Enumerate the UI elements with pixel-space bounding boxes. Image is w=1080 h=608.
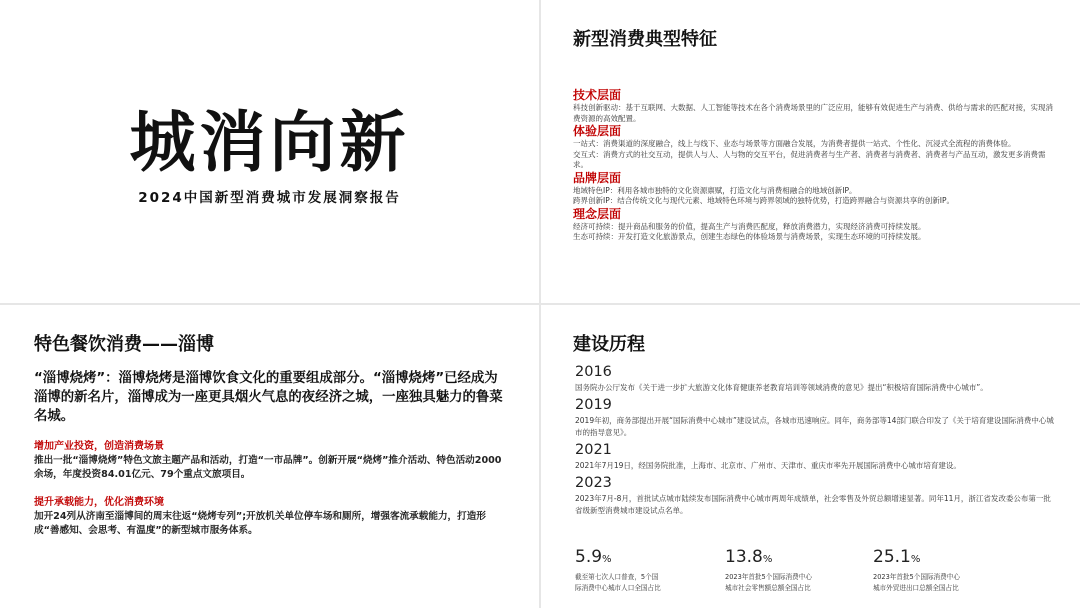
feature-block-concept [573,207,1059,243]
feature-text: 经济可持续：提升商品和服务的价值，提高生产与消费匹配度，释放消费潜力，实现经济消费可持续发展。 [573,221,926,231]
zibo-heading: 特色餐饮消费——淄博 [34,334,214,355]
section-title: 提升承载能力，优化消费环境 [34,497,164,508]
feature-category: 体验层面 [573,124,622,138]
feature-text: 地域特色IP：利用各城市独特的文化资源禀赋，打造文化与消费相融合的地域创新IP。 [573,185,857,195]
feature-category: 品牌层面 [573,170,622,185]
timeline-text: 2019年初，商务部提出开展“国际消费中心城市”建设试点，各城市迅速响应。同年，商务部等14部门联合印发了《关于培育建设国际消费中心城市的指导意见》。 [575,416,1054,437]
timeline-item [575,441,1055,472]
feature-block-brand [573,171,1059,207]
features-list [573,88,1059,243]
timeline-item [575,474,1055,517]
timeline-year: 2023 [575,475,612,491]
stat-value: 25.1% [873,547,921,567]
section-body: 加开24列从济南至淄博间的周末往返“烧烤专列”;开放机关单位停车场和厕所，增强客流承载能力，打造形成“善感知、会思考、有温度”的新型城市服务体系。 [34,511,486,536]
timeline-item [575,396,1055,439]
timeline-text: 2021年7月19日，经国务院批准，上海市、北京市、广州市、天津市、重庆市率先开展国际消费中心城市培育建设。 [575,461,961,470]
feature-category: 理念层面 [573,206,622,221]
feature-block-experience [573,124,1059,171]
feature-text: 一站式：消费渠道的深度融合，线上与线下、业态与场景等方面融合发展，为消费者提供一站式、个性化、沉浸式全流程的消费体验。 [573,139,1016,148]
section-title: 增加产业投资，创造消费场景 [34,441,164,452]
feature-text: 跨界创新IP：结合传统文化与现代元素、地域特色环境与跨界领域的独特优势，打造跨界融合与资源共享的创新IP。 [573,196,954,205]
zibo-section-investment [34,440,504,481]
timeline-year: 2016 [575,364,612,380]
feature-text: 交互式：消费方式的社交互动，提供人与人、人与物的交互平台，促进消费者与生产者、消费者与消费者、消费者与产品互动，激发更多消费需求。 [573,149,1046,169]
timeline-text: 国务院办公厅发布《关于进一步扩大旅游文化体育健康养老教育培训等领域消费的意见》提出“积极培育国际消费中心城市”。 [575,383,988,392]
cover-slide [0,0,539,303]
history-heading: 建设历程 [573,334,645,355]
timeline [575,361,1055,517]
history-slide [541,305,1080,608]
stat-trade [873,547,1013,593]
stat-population [575,547,715,593]
feature-category: 技术层面 [573,88,622,102]
feature-text: 生态可持续：开发打造文化旅游景点，创建生态绿色的体验场景与消费场景，实现生态环境的可持续发展。 [573,232,926,241]
zibo-intro: “淄博烧烤”：淄博烧烤是淄博饮食文化的重要组成部分。“淄博烧烤”已经成为淄博的新名片，淄博成为一座更具烟火气息的夜经济之城，一座独具魅力的鲁菜名城。 [34,371,503,424]
feature-text: 科技创新驱动：基于互联网、大数据、人工智能等技术在各个消费场景里的广泛应用，能够有效促进生产与消费、供给与需求的匹配对接，实现消费资源的高效配置。 [573,103,1053,123]
timeline-year: 2021 [575,442,612,458]
stat-value: 13.8% [725,547,773,567]
section-body: 推出一批“淄博烧烤”特色文旅主题产品和活动，打造“一市品牌”。创新开展“烧烤”推介活动、特色活动2000余场，年度投资84.01亿元、79个重点文旅项目。 [34,455,502,480]
stat-retail [725,547,865,593]
report-title: 城消向新 [129,104,410,181]
timeline-item [575,363,1055,394]
stat-label: 2023年首批5个国际消费中心 城市社会零售额总额全国占比 [725,573,812,592]
stat-label: 截至第七次人口普查，5个国 际消费中心城市人口全国占比 [575,573,661,592]
stat-value: 5.9% [575,547,612,567]
report-subtitle: 2024中国新型消费城市发展洞察报告 [138,190,401,206]
features-slide [541,0,1080,303]
timeline-text: 2023年7月-8月，首批试点城市陆续发布国际消费中心城市两周年成绩单，社会零售及外贸总额增速显著。同年11月，浙江省发改委公布第一批省级新型消费城市建设试点名单。 [575,494,1051,515]
zibo-slide [0,305,539,608]
features-heading: 新型消费典型特征 [573,29,717,50]
zibo-section-capacity [34,496,504,537]
timeline-year: 2019 [575,397,612,413]
feature-block-tech [573,88,1059,124]
stat-label: 2023年首批5个国际消费中心 城市外贸进出口总额全国占比 [873,573,960,592]
